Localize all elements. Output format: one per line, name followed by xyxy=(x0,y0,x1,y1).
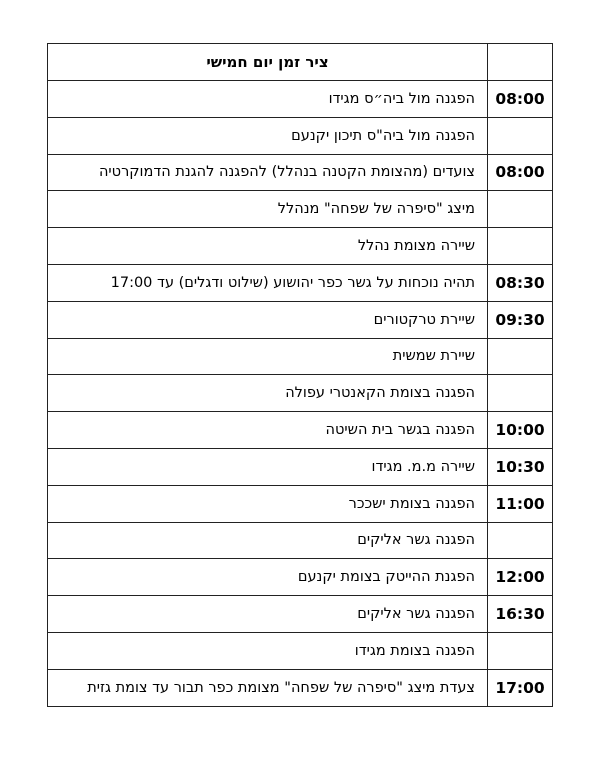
row-description: הפגנה בגשר בית השיטה xyxy=(48,412,488,449)
row-description: הפגנה בצומת מגידו xyxy=(48,632,488,669)
row-time: 10:00 xyxy=(488,412,553,449)
schedule-row xyxy=(48,264,553,301)
row-description: שיירה מצומת נהלל xyxy=(48,228,488,265)
row-time: 11:00 xyxy=(488,485,553,522)
row-time: 16:30 xyxy=(488,596,553,633)
row-description: מיצג "סיפרה של שפחה" מנהלל xyxy=(48,191,488,228)
schedule-row xyxy=(48,596,553,633)
row-description: הפגנה גשר אליקים xyxy=(48,596,488,633)
row-time xyxy=(488,632,553,669)
schedule-row xyxy=(48,154,553,191)
row-time xyxy=(488,117,553,154)
row-time: 17:00 xyxy=(488,669,553,706)
row-description: הפגנה גשר אליקים xyxy=(48,522,488,559)
row-description: הפגנה בצומת ישככר xyxy=(48,485,488,522)
schedule-title: ציר זמן יום חמישי xyxy=(48,44,488,81)
row-description: הפגנה מול ביה"ס תיכון יקנעם xyxy=(48,117,488,154)
row-description: שיירת טרקטורים xyxy=(48,301,488,338)
schedule-row xyxy=(48,632,553,669)
schedule-row xyxy=(48,191,553,228)
row-description: צועדים (מהצומת הקטנה בנהלל) להפגנה להגנת הדמוקרטיה xyxy=(48,154,488,191)
schedule-row xyxy=(48,338,553,375)
row-description: שיירת שמשית xyxy=(48,338,488,375)
schedule-table xyxy=(47,43,553,707)
schedule-row xyxy=(48,412,553,449)
row-description: צעדת מיצג "סיפרה של שפחה" מצומת כפר תבור עד צומת גזית xyxy=(48,669,488,706)
row-time xyxy=(488,191,553,228)
row-time: 08:00 xyxy=(488,154,553,191)
row-time xyxy=(488,375,553,412)
schedule-row xyxy=(48,228,553,265)
schedule-row xyxy=(48,669,553,706)
row-description: שיירה מ.מ. מגידו xyxy=(48,448,488,485)
row-description: תהיה נוכחות על גשר כפר יהושוע (שילוט ודגלים) עד 17:00 xyxy=(48,264,488,301)
schedule-row xyxy=(48,522,553,559)
schedule-row xyxy=(48,448,553,485)
header-time-cell xyxy=(488,44,553,81)
row-time: 08:00 xyxy=(488,81,553,118)
row-description: הפגנת ההייטק בצומת יקנעם xyxy=(48,559,488,596)
row-time: 08:30 xyxy=(488,264,553,301)
schedule-row xyxy=(48,375,553,412)
row-time: 10:30 xyxy=(488,448,553,485)
row-time xyxy=(488,522,553,559)
schedule-row xyxy=(48,485,553,522)
schedule-row xyxy=(48,301,553,338)
schedule-row xyxy=(48,81,553,118)
row-time xyxy=(488,228,553,265)
header-row xyxy=(48,44,553,81)
row-time: 12:00 xyxy=(488,559,553,596)
schedule-body xyxy=(48,44,553,707)
schedule-row xyxy=(48,559,553,596)
row-description: הפגנה בצומת הקאנטרי עפולה xyxy=(48,375,488,412)
row-description: הפגנה מול ביה״ס מגידו xyxy=(48,81,488,118)
row-time: 09:30 xyxy=(488,301,553,338)
row-time xyxy=(488,338,553,375)
schedule-row xyxy=(48,117,553,154)
